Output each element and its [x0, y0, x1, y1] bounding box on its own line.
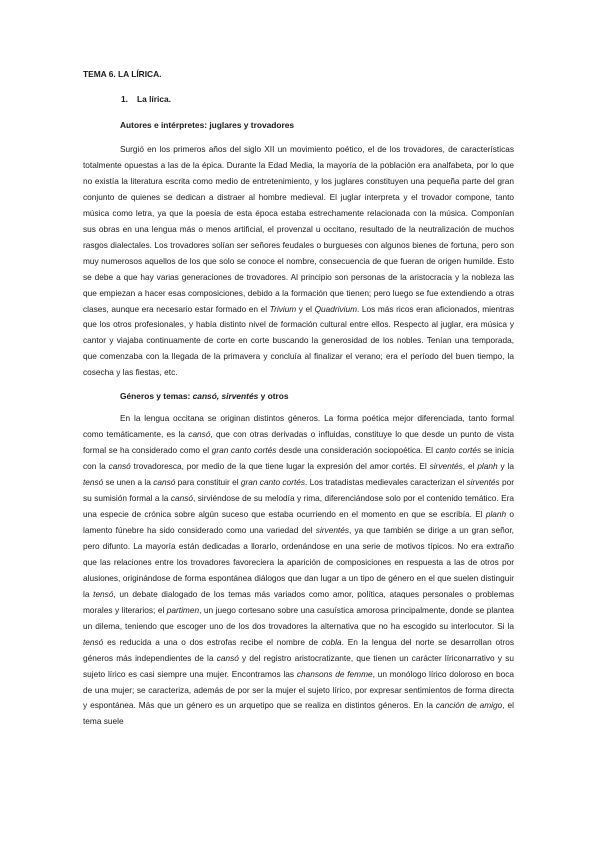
italic-term: planh	[485, 509, 507, 520]
text-run: , un juego cortesano sobre una casuística amorosa principalmente, donde se plantea un dilema, teniendo que escoger uno de los dos trovadores la alternativa que no ha escogido su interlocutor. Si la	[83, 604, 514, 631]
text-run: , un debate dialogado de los temas más variados como amor, política, ataques personales o problemas morales y literarios; el	[83, 588, 514, 615]
italic-term: partimen	[166, 604, 200, 615]
text-run: y la	[497, 461, 515, 472]
document-title: TEMA 6. LA LÍRICA.	[83, 69, 162, 79]
italic-term: tensó	[83, 636, 104, 647]
text-run: , el tema suele	[83, 700, 514, 727]
text-run: . Los tratadistas medievales caracterizan el	[305, 477, 467, 488]
italic-term: cansó	[170, 493, 194, 504]
italic-term: Quadrivium	[314, 303, 357, 314]
text-run: es reducida a una o dos estrofas recibe el nombre de	[103, 636, 322, 647]
italic-term: Trivium	[269, 303, 297, 314]
text-run: , ya que también se dirige a un gran señor, pero difunto. La mayoría están dedicadas a llorarlo, ordenándose en una serie de motivos típicos. No era extraño que las relaciones entre los trovadores favoreciera la aparición de composiciones en respuesta a las de otros por alusiones, originándose de forma espontánea diálogos que dan lugar a un tipo de género en el que suelen distinguir la	[83, 524, 514, 599]
italic-term: cansó	[108, 461, 131, 472]
paragraph-genres	[83, 411, 514, 730]
section-heading	[121, 94, 514, 105]
text-run: , sirviéndose de su melodía y rima, diferenciándose solo por el contenido temático. Era una especie de crónica sobre algún suceso que estaba ocurriendo en el momento en que se escribía. El	[83, 493, 515, 520]
text-run: se unen a la	[103, 477, 154, 488]
italic-term: sirventés	[315, 524, 349, 535]
text-run: y otros	[258, 391, 289, 402]
text-run: y del registro aristocratizante, que tienen un carácter líriconarrativo y su sujeto lírico es casi siempre una mujer. Encontramos las	[83, 652, 514, 679]
italic-term: gran canto cortés	[211, 445, 277, 456]
text-run: . En la lengua del norte se desarrollan otros géneros más independientes de la	[83, 636, 514, 663]
text-run: , que con otras derivadas o influidas, constituye lo que desde un punto de vista formal se ha considerado como el	[83, 429, 514, 456]
italic-term: canto cortés	[435, 445, 482, 456]
italic-term: chansons de femme	[296, 668, 373, 679]
italic-term: cansó	[216, 652, 239, 663]
section-number: 1.	[121, 94, 128, 104]
section-label: La lírica.	[137, 94, 171, 104]
text-run: se inicia con la	[83, 445, 515, 472]
text-run: Géneros y temas:	[120, 391, 193, 402]
text-run: , el	[462, 461, 478, 472]
subheading-authors: Autores e intérpretes: juglares y trovadores	[120, 120, 295, 130]
text-run: y el	[296, 303, 315, 314]
italic-term: tensó	[93, 588, 114, 599]
text-run: , un monólogo lírico doloroso en boca de una mujer; se caracteriza, además de por ser la mujer el sujeto lírico, por expresar sentimientos de forma directa y espontánea. Más que un género es un arquetipo que se realiza en distintos géneros. En la	[83, 668, 514, 711]
italic-term: sirventés	[466, 477, 500, 488]
italic-term: sirventés	[429, 461, 463, 472]
text-run: . Los más ricos eran aficionados, mientras que los otros profesionales, y había distinto nivel de formación cultural entre ellos. Respecto al juglar, era música y cantor y viajaba continuamente de corte en corte buscando la generosidad de los nobles. Tenían una temporada, que comenzaba con la llegada de la primavera y concluía al finalizar el verano; era el período del buen tiempo, la cosecha y las fiestas, etc.	[83, 303, 515, 378]
italic-term: cansó	[153, 477, 176, 488]
italic-term: tensó	[83, 477, 104, 488]
italic-term: planh	[477, 461, 498, 472]
text-run: o lamento fúnebre ha sido considerado como una variedad del	[83, 509, 514, 535]
text-run: por su sumisión formal a la	[83, 477, 515, 504]
text-run: Surgió en los primeros años del siglo XII un movimiento poético, el de los trovadores, de características totalmente opuestas a las de la épica. Durante la Edad Media, la mayoría de la población era analfabeta, por lo que no existía la literatura escrita como medio de entretenimiento, y los juglares constituyen una pequeña parte del gran conjunto de quienes se dedican a distraer al hombre medieval. El juglar interpreta y el trovador compone, tanto música como letra, ya que la poesía de esta época estaba estrechamente relacionada con la música. Componían sus obras en una lengua más o menos artificial, el provenzal u occitano, resultado de la neutralización de muchos rasgos dialectales. Los trovadores solían ser señores feudales o burgueses con algunos bienes de fortuna, pero son muy numerosos aquellos de los que solo se conoce el nombre, consecuencia de que fueran de origen humilde. Esto se debe a que hay varias generaciones de trovadores. Al principio son personas de la aristocracia y la nobleza las que empiezan a hacer esas composiciones, debido a la formación que tienen; pero luego se fue extendiendo a otras clases, aunque era necesario estar formado en el	[83, 144, 514, 314]
italic-term: cobla	[321, 636, 342, 647]
paragraph-troubadours	[83, 142, 514, 381]
text-run: desde una consideración sociopoética. El	[276, 445, 436, 456]
subheading-genres	[120, 391, 514, 402]
page-content	[83, 69, 514, 730]
text-run: trovadoresca, por medio de la que tiene lugar la expresión del amor cortés. El	[130, 461, 430, 472]
text-run: En la lengua occitana se originan distintos géneros. La forma poética mejor diferenciada, tanto formal como temáticamente, es la	[83, 413, 514, 440]
italic-term: gran canto cortés	[240, 477, 306, 488]
italic-term: cansó	[188, 429, 211, 440]
italic-term: cansó, sirventés	[192, 391, 259, 402]
text-run: para constituir el	[175, 477, 241, 488]
italic-term: canción de amigo	[435, 700, 503, 711]
